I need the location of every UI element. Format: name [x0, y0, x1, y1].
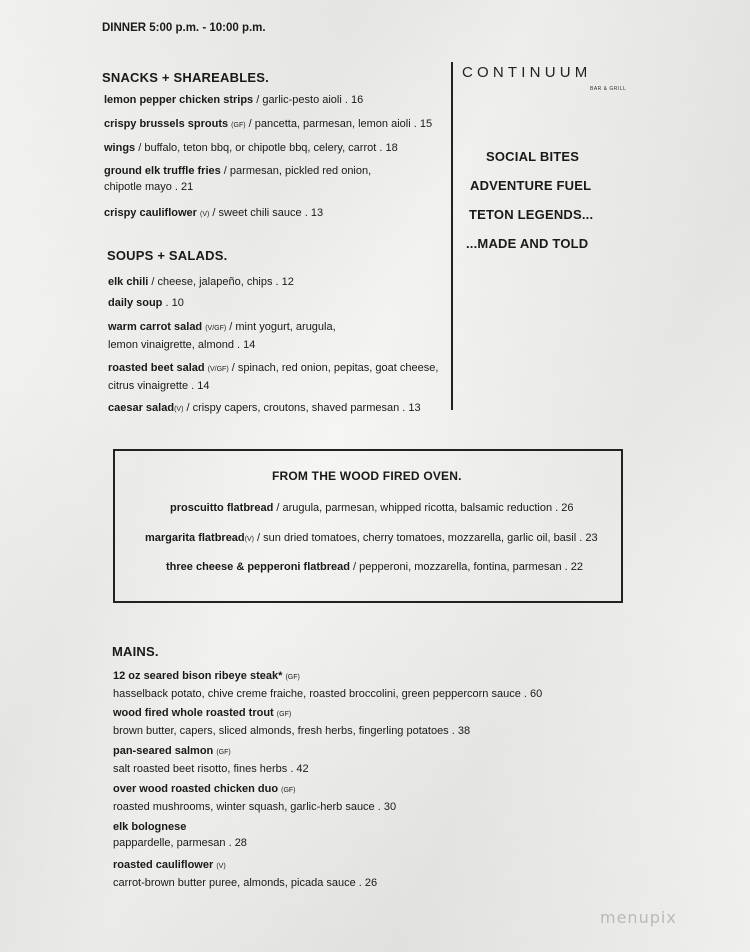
item-name: wood fired whole roasted trout	[113, 707, 274, 719]
item-desc: / spinach, red onion, pepitas, goat cheese,	[228, 362, 439, 374]
item-tag: (GF)	[285, 674, 300, 681]
item-desc: / arugula, parmesan, whipped ricotta, balsamic reduction . 26	[273, 502, 574, 514]
menu-item	[104, 205, 323, 223]
item-name: elk bolognese	[113, 821, 187, 833]
item-tag: (GF)	[281, 787, 296, 794]
item-desc: salt roasted beet risotto, fines herbs . 42	[113, 763, 309, 775]
menu-item	[170, 502, 574, 514]
item-tag: (V/GF)	[207, 366, 229, 373]
menu-item	[113, 781, 396, 815]
item-desc: / sun dried tomatoes, cherry tomatoes, mozzarella, garlic oil, basil . 23	[254, 532, 598, 544]
item-tag: (GF)	[216, 749, 231, 756]
item-name: crispy cauliflower	[104, 207, 197, 219]
menu-item	[108, 295, 184, 311]
item-desc-line2: citrus vinaigrette . 14	[108, 380, 210, 392]
item-desc: hasselback potato, chive creme fraiche, roasted broccolini, green peppercorn sauce . 60	[113, 688, 543, 700]
menu-item	[113, 819, 247, 851]
item-desc: . 10	[162, 297, 184, 309]
menupix-watermark: menupix	[600, 908, 677, 927]
item-name: proscuitto flatbread	[170, 502, 274, 514]
item-desc: / mint yogurt, arugula,	[226, 321, 336, 333]
item-name: crispy brussels sprouts	[104, 118, 229, 130]
dinner-hours: DINNER 5:00 p.m. - 10:00 p.m.	[102, 22, 266, 34]
menu-item	[145, 532, 598, 544]
item-desc: / parmesan, pickled red onion,	[220, 165, 372, 177]
item-desc: / sweet chili sauce . 13	[209, 207, 324, 219]
column-divider	[451, 62, 453, 410]
menu-item	[104, 116, 432, 134]
menu-item	[113, 668, 542, 702]
menu-item	[113, 705, 470, 739]
item-desc: / garlic-pesto aioli . 16	[253, 94, 364, 106]
item-tag: (V)	[216, 863, 226, 870]
item-name: pan-seared salmon	[113, 745, 214, 757]
section-title-oven: FROM THE WOOD FIRED OVEN.	[272, 469, 462, 483]
tagline: ...MADE AND TOLD	[466, 236, 589, 251]
section-title-soups: SOUPS + SALADS.	[107, 248, 228, 263]
menu-item	[104, 163, 371, 195]
item-name: three cheese & pepperoni flatbread	[166, 561, 350, 573]
brand-subtitle: BAR & GRILL	[590, 86, 627, 92]
tagline: ADVENTURE FUEL	[470, 178, 592, 193]
tagline: SOCIAL BITES	[486, 149, 580, 164]
item-name: 12 oz seared bison ribeye steak*	[113, 670, 283, 682]
brand-logo: CONTINUUM	[462, 64, 592, 81]
menu-item	[104, 92, 363, 108]
item-desc: / buffalo, teton bbq, or chipotle bbq, celery, carrot . 18	[135, 142, 398, 154]
item-desc: / crispy capers, croutons, shaved parmesan . 13	[183, 402, 421, 414]
item-name: margarita flatbread	[145, 532, 245, 544]
item-tag: (GF)	[231, 122, 246, 129]
item-desc-line2: chipotle mayo . 21	[104, 181, 194, 193]
item-name: roasted cauliflower	[113, 859, 214, 871]
menu-item	[108, 400, 421, 418]
menu-item	[108, 274, 294, 290]
menu-item	[108, 360, 438, 394]
item-desc: / pancetta, parmesan, lemon aioli . 15	[245, 118, 433, 130]
item-desc: brown butter, capers, sliced almonds, fresh herbs, fingerling potatoes . 38	[113, 725, 471, 737]
item-name: daily soup	[108, 297, 163, 309]
item-tag: (V)	[174, 406, 184, 413]
section-title-mains: MAINS.	[112, 644, 159, 659]
item-desc: pappardelle, parmesan . 28	[113, 837, 247, 849]
item-desc: / pepperoni, mozzarella, fontina, parmesan . 22	[350, 561, 583, 573]
item-name: lemon pepper chicken strips	[104, 94, 254, 106]
item-name: roasted beet salad	[108, 362, 205, 374]
section-title-snacks: SNACKS + SHAREABLES.	[102, 70, 269, 85]
item-desc: / cheese, jalapeño, chips . 12	[148, 276, 294, 288]
item-name: wings	[104, 142, 136, 154]
item-desc-line2: lemon vinaigrette, almond . 14	[108, 339, 256, 351]
item-tag: (V)	[200, 211, 210, 218]
menu-item	[166, 561, 583, 573]
item-name: warm carrot salad	[108, 321, 203, 333]
item-tag: (GF)	[276, 711, 292, 718]
tagline: TETON LEGENDS...	[469, 207, 594, 222]
item-name: over wood roasted chicken duo	[113, 783, 279, 795]
menu-item	[113, 743, 309, 777]
menu-item	[104, 140, 398, 156]
item-desc: roasted mushrooms, winter squash, garlic-herb sauce . 30	[113, 801, 397, 813]
menu-item	[113, 857, 377, 891]
item-desc: carrot-brown butter puree, almonds, picada sauce . 26	[113, 877, 378, 889]
menu-item	[108, 319, 336, 353]
item-name: caesar salad	[108, 402, 175, 414]
item-name: ground elk truffle fries	[104, 165, 221, 177]
item-name: elk chili	[108, 276, 149, 288]
item-tag: (V/GF)	[205, 325, 227, 332]
item-tag: (V)	[244, 536, 254, 543]
